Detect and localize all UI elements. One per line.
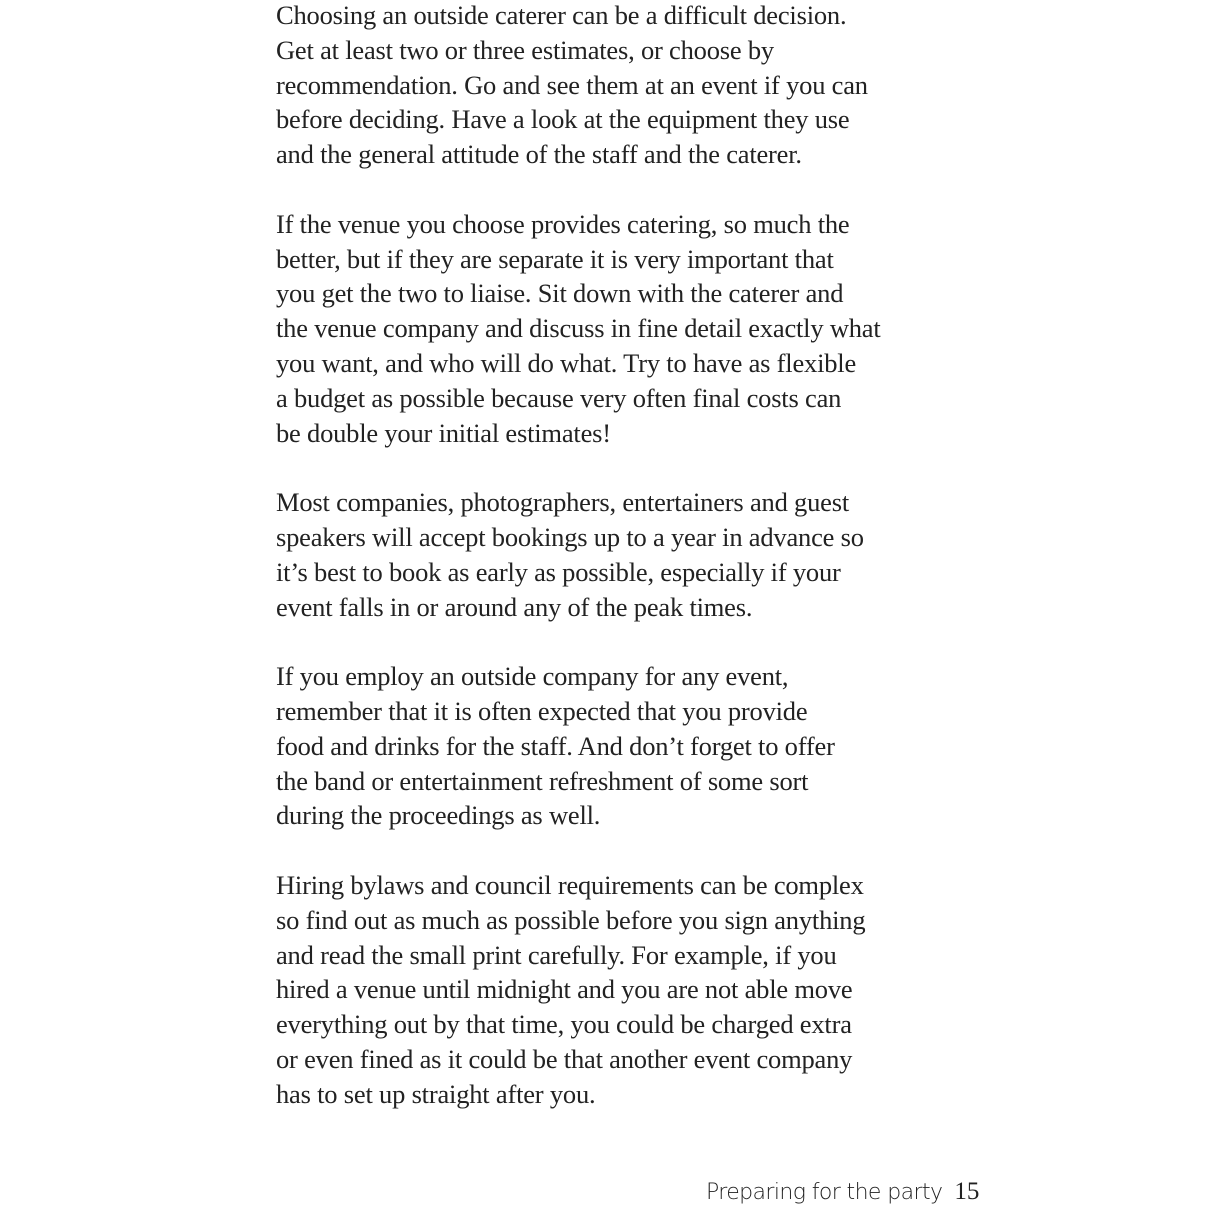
- text-line: Most companies, photographers, entertainers and guest: [276, 487, 849, 518]
- text-line: remember that it is often expected that you provide: [276, 695, 808, 726]
- paragraph-bylaws: [276, 868, 936, 1112]
- text-line: better, but if they are separate it is very important that: [276, 243, 834, 274]
- page-number: 15: [954, 1178, 980, 1205]
- text-line: a budget as possible because very often final costs can: [276, 382, 842, 413]
- page-footer: [706, 1178, 980, 1206]
- text-line: Get at least two or three estimates, or choose by: [276, 34, 774, 65]
- paragraph-caterer: [276, 0, 936, 172]
- paragraph-gap: [276, 172, 936, 207]
- text-line: speakers will accept bookings up to a year in advance so: [276, 521, 864, 552]
- paragraph-gap: [276, 833, 936, 868]
- text-line: Choosing an outside caterer can be a difficult decision.: [276, 0, 847, 30]
- text-line: before deciding. Have a look at the equipment they use: [276, 104, 850, 135]
- text-line: the band or entertainment refreshment of some sort: [276, 765, 809, 796]
- text-line: recommendation. Go and see them at an event if you can: [276, 69, 868, 100]
- running-footer-title: Preparing for the party: [706, 1180, 943, 1205]
- text-line: the venue company and discuss in fine detail exactly what: [276, 313, 881, 344]
- text-line: If you employ an outside company for any event,: [276, 661, 789, 692]
- text-line: it’s best to book as early as possible, especially if your: [276, 556, 841, 587]
- paragraph-outside-company: [276, 659, 936, 833]
- paragraph-venue: [276, 207, 936, 451]
- text-line: or even fined as it could be that another event company: [276, 1043, 853, 1074]
- text-line: so find out as much as possible before you sign anything: [276, 904, 866, 935]
- text-line: during the proceedings as well.: [276, 800, 601, 831]
- page-body: [276, 0, 936, 1112]
- text-line: If the venue you choose provides catering, so much the: [276, 208, 850, 239]
- text-line: and read the small print carefully. For example, if you: [276, 939, 837, 970]
- paragraph-bookings: [276, 485, 936, 624]
- text-line: event falls in or around any of the peak times.: [276, 591, 753, 622]
- text-line: you get the two to liaise. Sit down with the caterer and: [276, 278, 844, 309]
- text-line: has to set up straight after you.: [276, 1078, 596, 1109]
- text-line: hired a venue until midnight and you are not able move: [276, 974, 853, 1005]
- paragraph-gap: [276, 450, 936, 485]
- paragraph-gap: [276, 624, 936, 659]
- text-line: you want, and who will do what. Try to have as flexible: [276, 347, 857, 378]
- text-line: everything out by that time, you could be charged extra: [276, 1009, 852, 1040]
- text-line: be double your initial estimates!: [276, 417, 611, 448]
- text-line: Hiring bylaws and council requirements can be complex: [276, 869, 864, 900]
- text-line: and the general attitude of the staff and the caterer.: [276, 139, 802, 170]
- text-line: food and drinks for the staff. And don’t forget to offer: [276, 730, 835, 761]
